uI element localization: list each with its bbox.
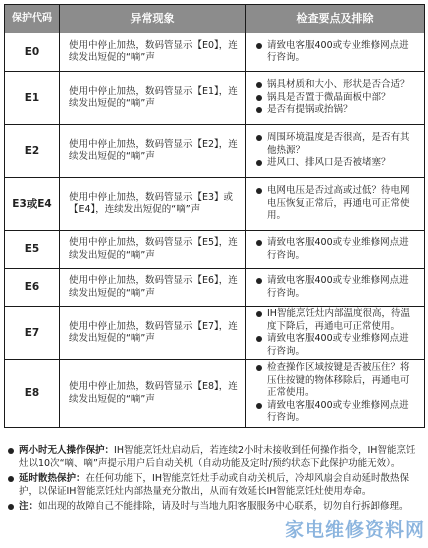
bullet-icon bbox=[256, 365, 262, 371]
site-watermark: 家电维修资料网 bbox=[284, 518, 425, 541]
note-text: 如出现的故障自己不能排除，请及时与当地九阳客服服务中心联系，切勿自行拆卸修理。 bbox=[38, 501, 409, 512]
error-code: E8 bbox=[5, 360, 60, 427]
table-row bbox=[5, 71, 424, 124]
table-row bbox=[5, 177, 424, 230]
error-code: E7 bbox=[5, 307, 60, 359]
check-text: 进风口、排风口是否被堵塞？ bbox=[267, 157, 391, 169]
bullet-icon bbox=[8, 448, 14, 454]
bullet-icon bbox=[256, 240, 262, 246]
error-phenomenon: 使用中停止加热，数码管显示【E2】，连续发出短促的“嘀”声 bbox=[60, 125, 246, 177]
check-text: 请致电客服400或专业维修网点进行咨询。 bbox=[267, 39, 409, 63]
check-item bbox=[256, 185, 418, 223]
notes-section bbox=[8, 444, 422, 515]
error-code-table bbox=[4, 4, 425, 428]
check-text: 请致电客服400或专业维修网点进行咨询。 bbox=[267, 275, 409, 299]
check-list bbox=[246, 125, 424, 177]
table-row bbox=[5, 124, 424, 177]
error-phenomenon: 使用中停止加热，数码管显示【E5】，连续发出短促的“嘀”声 bbox=[60, 231, 246, 268]
note-delayed-cooling bbox=[8, 472, 422, 498]
table-row bbox=[5, 268, 424, 306]
header-check: 检查要点及排除 bbox=[296, 11, 374, 25]
note-two-hour-protection bbox=[8, 444, 422, 470]
check-item bbox=[256, 362, 418, 400]
check-text: 电网电压是否过高或过低？待电网电压恢复正常后，再通电可正常使用。 bbox=[267, 185, 410, 222]
bullet-icon bbox=[256, 403, 262, 409]
check-text: 检查操作区域按键是否被压住？将压住按键的物体移除后，再通电可正常使用。 bbox=[267, 362, 410, 399]
table-row bbox=[5, 359, 424, 427]
check-item bbox=[256, 308, 418, 333]
bullet-icon bbox=[256, 311, 262, 317]
check-item bbox=[256, 275, 418, 300]
bullet-icon bbox=[256, 43, 262, 49]
check-item bbox=[256, 333, 418, 358]
check-item bbox=[256, 79, 418, 92]
error-code: E5 bbox=[5, 231, 60, 268]
check-item bbox=[256, 157, 418, 170]
check-item bbox=[256, 40, 418, 65]
bullet-icon bbox=[256, 336, 262, 342]
check-list bbox=[246, 178, 424, 230]
error-phenomenon: 使用中停止加热，数码管显示【E8】，连续发出短促的“嘀”声 bbox=[60, 360, 246, 427]
table-row bbox=[5, 33, 424, 71]
error-code: E3或E4 bbox=[5, 178, 60, 230]
bullet-icon bbox=[8, 476, 14, 482]
check-text: 是否有提锅或抬锅？ bbox=[267, 104, 353, 116]
check-text: 锅具材质和大小、形状是否合适？ bbox=[267, 79, 410, 91]
check-list bbox=[246, 269, 424, 306]
error-phenomenon: 使用中停止加热，数码管显示【E7】，连续发出短促的“嘀”声 bbox=[60, 307, 246, 359]
check-item bbox=[256, 400, 418, 425]
check-list bbox=[246, 72, 424, 124]
check-item bbox=[256, 104, 418, 117]
check-text: 请致电客服400或专业维修网点进行咨询。 bbox=[267, 237, 409, 261]
check-text: 请致电客服400或专业维修网点进行咨询。 bbox=[267, 399, 409, 424]
error-code: E2 bbox=[5, 125, 60, 177]
check-list bbox=[246, 307, 424, 359]
note-title: 延时散热保护： bbox=[19, 473, 86, 484]
check-list bbox=[246, 33, 424, 71]
bullet-icon bbox=[256, 107, 262, 113]
check-list bbox=[246, 360, 424, 427]
check-text: IH智能烹饪灶内部温度很高，待温度下降后，再通电可正常使用。 bbox=[267, 308, 410, 332]
table-row bbox=[5, 230, 424, 268]
error-code: E0 bbox=[5, 33, 60, 71]
error-code: E1 bbox=[5, 72, 60, 124]
bullet-icon bbox=[256, 82, 262, 88]
bullet-icon bbox=[256, 135, 262, 141]
check-text: 请致电客服400或专业维修网点进行咨询。 bbox=[267, 333, 409, 357]
bullet-icon bbox=[256, 160, 262, 166]
check-text: 锅具是否置于微晶面板中部？ bbox=[267, 91, 391, 103]
header-phenomenon: 异常现象 bbox=[60, 5, 246, 33]
note-text: 在任何功能下，IH智能烹饪灶手动或自动关机后，冷却风扇会自动延时散热保护，以保证IH智能烹饪灶内部热量充分散出，从而有效延长IH智能烹饪灶使用寿命。 bbox=[19, 473, 409, 497]
bullet-icon bbox=[256, 278, 262, 284]
error-phenomenon: 使用中停止加热，数码管显示【E1】，连续发出短促的“嘀”声 bbox=[60, 72, 246, 124]
check-item bbox=[256, 237, 418, 262]
note-title: 注： bbox=[19, 501, 39, 512]
error-phenomenon: 使用中停止加热，数码管显示【E3】或【E4】，连续发出短促的“嘀”声 bbox=[60, 178, 246, 230]
note-title: 两小时无人操作保护： bbox=[19, 445, 115, 456]
error-phenomenon: 使用中停止加热，数码管显示【E6】，连续发出短促的“嘀”声 bbox=[60, 269, 246, 306]
check-text: 周围环境温度是否很高，是否有其他热源？ bbox=[267, 132, 410, 156]
note-text: IH智能烹饪灶启动后，若连续2小时未接收到任何操作指令，IH智能烹饪灶以10次“嘀、嘀”声提示用户后自动关机（自动功能及定时/预约状态下此保护功能无效）。 bbox=[19, 445, 416, 469]
header-code: 保护代码 bbox=[5, 5, 60, 33]
table-row bbox=[5, 306, 424, 359]
error-phenomenon: 使用中停止加热，数码管显示【E0】，连续发出短促的“嘀”声 bbox=[60, 33, 246, 71]
table-header bbox=[5, 5, 424, 33]
check-item bbox=[256, 132, 418, 157]
bullet-icon bbox=[8, 504, 14, 510]
error-code: E6 bbox=[5, 269, 60, 306]
bullet-icon bbox=[256, 95, 262, 101]
note-repair-warning bbox=[8, 500, 422, 513]
bullet-icon bbox=[256, 188, 262, 194]
check-item bbox=[256, 92, 418, 105]
check-list bbox=[246, 231, 424, 268]
